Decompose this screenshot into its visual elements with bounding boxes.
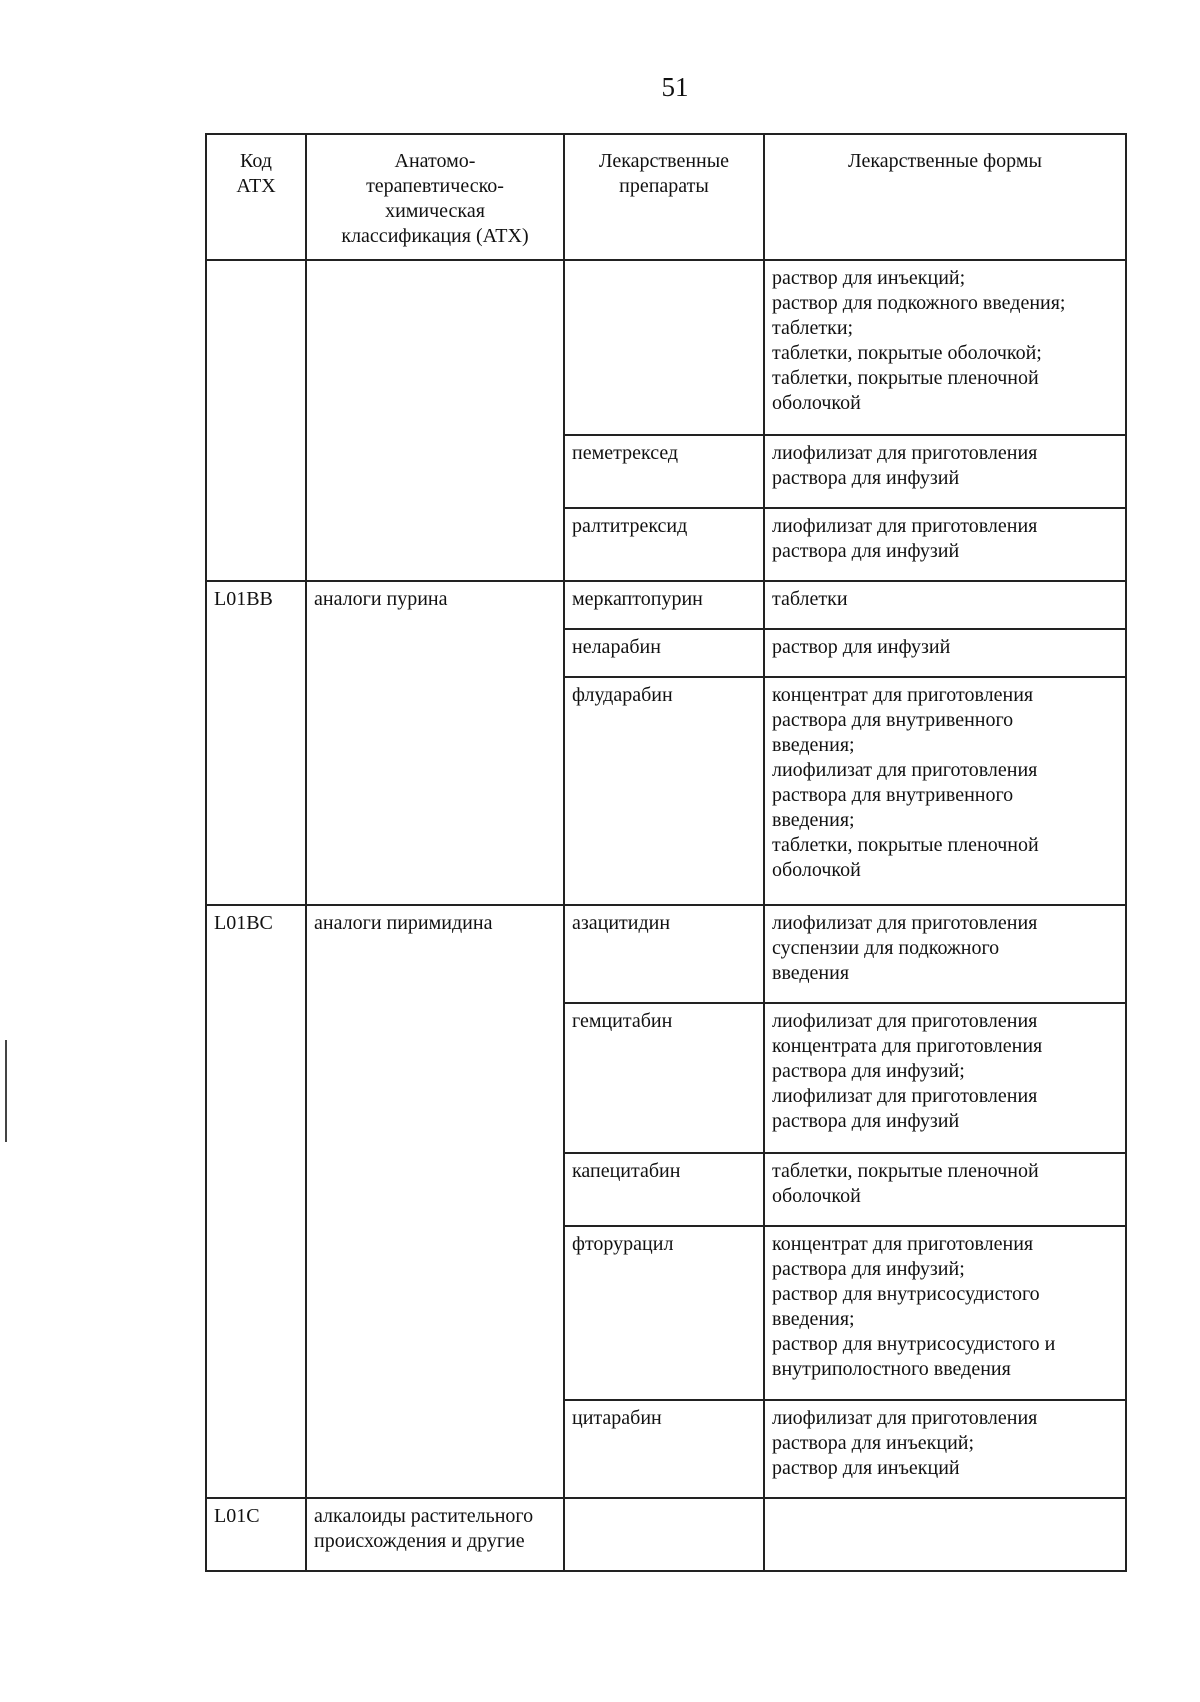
- atc-class-cell-empty: [306, 260, 564, 581]
- table-row: [206, 1498, 1126, 1571]
- header-atc-classification: Анатомо- терапевтическо- химическая классификация (АТХ): [306, 134, 564, 260]
- header-drugs: Лекарственные препараты: [564, 134, 764, 260]
- page-number: 51: [661, 72, 689, 102]
- drug-cell: гемцитабин: [564, 1003, 764, 1153]
- dosage-forms-cell: лиофилизат для приготовления раствора для инфузий: [764, 435, 1126, 508]
- drug-cell: капецитабин: [564, 1153, 764, 1226]
- table-row: [206, 581, 1126, 629]
- drug-cell: азацитидин: [564, 905, 764, 1003]
- dosage-forms-cell: раствор для инъекций; раствор для подкожного введения; таблетки; таблетки, покрытые оболочкой; таблетки, покрытые пленочной оболочкой: [764, 260, 1126, 435]
- dosage-forms-cell: таблетки: [764, 581, 1126, 629]
- dosage-forms-cell: концентрат для приготовления раствора для инфузий; раствор для внутрисосудистого введения; раствор для внутрисосудистого и внутриполостного введения: [764, 1226, 1126, 1400]
- atc-class-cell: аналоги пиримидина: [306, 905, 564, 1498]
- atc-code-cell-empty: [206, 260, 306, 581]
- dosage-forms-cell: лиофилизат для приготовления концентрата для приготовления раствора для инфузий; лиофилизат для приготовления раствора для инфузий: [764, 1003, 1126, 1153]
- atc-code-cell: L01BB: [206, 581, 306, 905]
- drug-cell: меркаптопурин: [564, 581, 764, 629]
- dosage-forms-cell: лиофилизат для приготовления суспензии для подкожного введения: [764, 905, 1126, 1003]
- dosage-forms-cell: раствор для инфузий: [764, 629, 1126, 677]
- dosage-forms-cell-empty: [764, 1498, 1126, 1571]
- dosage-forms-cell: лиофилизат для приготовления раствора для инфузий: [764, 508, 1126, 581]
- atc-table: [205, 133, 1127, 1572]
- table-row: [206, 260, 1126, 435]
- drug-cell: [564, 260, 764, 435]
- drug-cell: ралтитрексид: [564, 508, 764, 581]
- drug-cell: флударабин: [564, 677, 764, 905]
- header-dosage-forms: Лекарственные формы: [764, 134, 1126, 260]
- dosage-forms-cell: таблетки, покрытые пленочной оболочкой: [764, 1153, 1126, 1226]
- drug-cell: цитарабин: [564, 1400, 764, 1498]
- drug-cell: фторурацил: [564, 1226, 764, 1400]
- drug-cell-empty: [564, 1498, 764, 1571]
- drug-cell: пеметрексед: [564, 435, 764, 508]
- atc-class-cell: аналоги пурина: [306, 581, 564, 905]
- atc-code-cell: L01BC: [206, 905, 306, 1498]
- header-atc-code: Код АТХ: [206, 134, 306, 260]
- table-row: [206, 905, 1126, 1003]
- table-header-row: [206, 134, 1126, 260]
- scan-margin-mark: [5, 1040, 7, 1142]
- atc-class-cell: алкалоиды растительного происхождения и другие: [306, 1498, 564, 1571]
- atc-code-cell: L01C: [206, 1498, 306, 1571]
- drug-cell: неларабин: [564, 629, 764, 677]
- dosage-forms-cell: концентрат для приготовления раствора для внутривенного введения; лиофилизат для приготовления раствора для внутривенного введения; таблетки, покрытые пленочной оболочкой: [764, 677, 1126, 905]
- dosage-forms-cell: лиофилизат для приготовления раствора для инъекций; раствор для инъекций: [764, 1400, 1126, 1498]
